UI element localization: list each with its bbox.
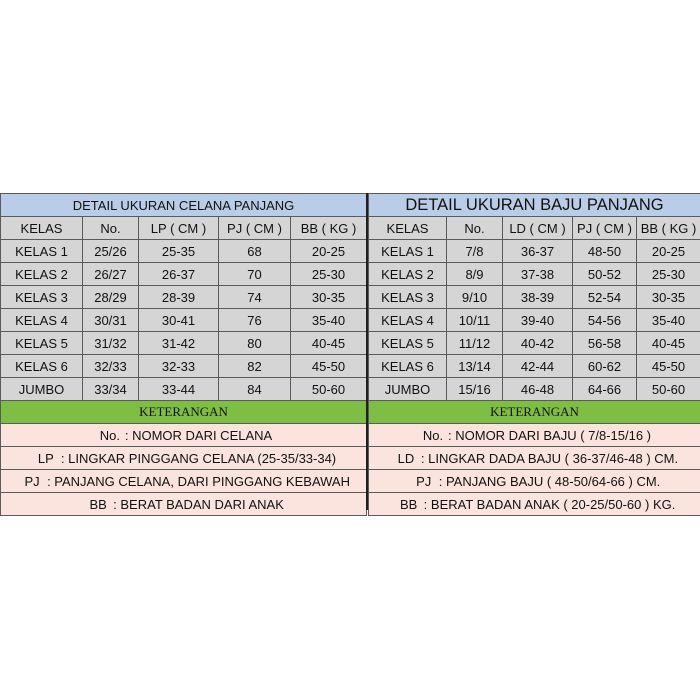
- pants-size-panel: [0, 193, 366, 510]
- table-cell: 31/32: [83, 332, 139, 355]
- note-key: LD: [397, 450, 415, 466]
- column-header: KELAS: [369, 217, 447, 240]
- table-cell: 7/8: [447, 240, 503, 263]
- keterangan-row: [369, 401, 700, 424]
- table-cell: 39-40: [503, 309, 573, 332]
- table-cell: 54-56: [573, 309, 637, 332]
- table-cell: 25-35: [139, 240, 219, 263]
- note-text: : BERAT BADAN ANAK ( 20-25/50-60 ) KG.: [423, 496, 676, 512]
- note-row: [1, 424, 367, 447]
- table-cell: KELAS 4: [1, 309, 83, 332]
- table-title: DETAIL UKURAN BAJU PANJANG: [369, 194, 700, 217]
- table-cell: 8/9: [447, 263, 503, 286]
- table-cell: 35-40: [637, 309, 700, 332]
- table-cell: 50-60: [637, 378, 700, 401]
- table-cell: 30-35: [637, 286, 700, 309]
- table-cell: 33-44: [139, 378, 219, 401]
- note-row: [369, 470, 700, 493]
- column-header: PJ ( CM ): [219, 217, 291, 240]
- note-cell: [1, 424, 367, 447]
- table-cell: KELAS 4: [369, 309, 447, 332]
- table-cell: 80: [219, 332, 291, 355]
- column-header: KELAS: [1, 217, 83, 240]
- column-header: LD ( CM ): [503, 217, 573, 240]
- note-cell: [1, 470, 367, 493]
- column-header: BB ( KG ): [291, 217, 367, 240]
- table-cell: 9/10: [447, 286, 503, 309]
- table-cell: KELAS 6: [1, 355, 83, 378]
- table-title-row: [1, 194, 367, 217]
- table-cell: 56-58: [573, 332, 637, 355]
- table-cell: 15/16: [447, 378, 503, 401]
- table-cell: 30/31: [83, 309, 139, 332]
- table-cell: 26-37: [139, 263, 219, 286]
- table-row: [1, 332, 367, 355]
- column-header: BB ( KG ): [637, 217, 700, 240]
- table-row: [369, 355, 700, 378]
- table-cell: 46-48: [503, 378, 573, 401]
- note-cell: [369, 470, 700, 493]
- table-cell: 33/34: [83, 378, 139, 401]
- table-cell: 13/14: [447, 355, 503, 378]
- table-cell: 84: [219, 378, 291, 401]
- table-cell: 26/27: [83, 263, 139, 286]
- note-row: [369, 424, 700, 447]
- table-row: [369, 286, 700, 309]
- table-cell: KELAS 1: [369, 240, 447, 263]
- table-row: [369, 263, 700, 286]
- table-cell: 25-30: [637, 263, 700, 286]
- table-cell: 10/11: [447, 309, 503, 332]
- table-cell: KELAS 3: [1, 286, 83, 309]
- table-title: DETAIL UKURAN CELANA PANJANG: [1, 194, 367, 217]
- note-cell: [369, 424, 700, 447]
- table-cell: 31-42: [139, 332, 219, 355]
- shirt-size-table: [368, 193, 700, 516]
- table-cell: 36-37: [503, 240, 573, 263]
- note-key: No.: [99, 427, 120, 443]
- column-header: PJ ( CM ): [573, 217, 637, 240]
- table-cell: 40-45: [291, 332, 367, 355]
- table-cell: 52-54: [573, 286, 637, 309]
- table-cell: KELAS 5: [369, 332, 447, 355]
- table-cell: JUMBO: [1, 378, 83, 401]
- column-header: LP ( CM ): [139, 217, 219, 240]
- table-title-row: [369, 194, 700, 217]
- table-cell: 82: [219, 355, 291, 378]
- table-cell: 38-39: [503, 286, 573, 309]
- table-cell: 70: [219, 263, 291, 286]
- note-cell: [369, 493, 700, 516]
- note-text: : LINGKAR DADA BAJU ( 36-37/46-48 ) CM.: [420, 450, 679, 466]
- table-row: [369, 240, 700, 263]
- table-cell: 50-52: [573, 263, 637, 286]
- table-row: [1, 355, 367, 378]
- note-row: [369, 493, 700, 516]
- table-cell: 64-66: [573, 378, 637, 401]
- table-cell: 28-39: [139, 286, 219, 309]
- table-header-row: [369, 217, 700, 240]
- table-cell: KELAS 2: [1, 263, 83, 286]
- table-row: [1, 240, 367, 263]
- note-row: [369, 447, 700, 470]
- table-cell: 32/33: [83, 355, 139, 378]
- table-cell: 32-33: [139, 355, 219, 378]
- table-cell: 50-60: [291, 378, 367, 401]
- table-cell: KELAS 6: [369, 355, 447, 378]
- note-cell: [1, 493, 367, 516]
- note-cell: [369, 447, 700, 470]
- note-row: [1, 470, 367, 493]
- note-text: : NOMOR DARI BAJU ( 7/8-15/16 ): [448, 427, 652, 443]
- table-header-row: [1, 217, 367, 240]
- table-cell: 30-41: [139, 309, 219, 332]
- shirt-size-panel: [368, 193, 700, 510]
- table-cell: 42-44: [503, 355, 573, 378]
- table-cell: KELAS 1: [1, 240, 83, 263]
- note-text: : NOMOR DARI CELANA: [124, 427, 273, 443]
- table-cell: KELAS 2: [369, 263, 447, 286]
- note-text: : PANJANG CELANA, DARI PINGGANG KEBAWAH: [47, 473, 350, 489]
- table-cell: 25-30: [291, 263, 367, 286]
- table-cell: 11/12: [447, 332, 503, 355]
- table-cell: 45-50: [291, 355, 367, 378]
- keterangan-row: [1, 401, 367, 424]
- note-key: PJ: [416, 473, 432, 489]
- note-text: : LINGKAR PINGGANG CELANA (25-35/33-34): [60, 450, 337, 466]
- note-key: PJ: [24, 473, 40, 489]
- table-cell: 35-40: [291, 309, 367, 332]
- table-cell: 20-25: [291, 240, 367, 263]
- keterangan-heading: KETERANGAN: [1, 401, 367, 424]
- note-key: BB: [400, 496, 418, 512]
- table-cell: 30-35: [291, 286, 367, 309]
- table-cell: 48-50: [573, 240, 637, 263]
- table-cell: 40-42: [503, 332, 573, 355]
- table-cell: 60-62: [573, 355, 637, 378]
- table-row: [369, 332, 700, 355]
- column-header: No.: [83, 217, 139, 240]
- pants-size-table: [0, 193, 367, 516]
- table-row: [1, 309, 367, 332]
- table-cell: JUMBO: [369, 378, 447, 401]
- note-row: [1, 493, 367, 516]
- table-cell: 40-45: [637, 332, 700, 355]
- table-row: [1, 378, 367, 401]
- table-cell: 68: [219, 240, 291, 263]
- table-cell: KELAS 5: [1, 332, 83, 355]
- column-header: No.: [447, 217, 503, 240]
- note-row: [1, 447, 367, 470]
- table-cell: 45-50: [637, 355, 700, 378]
- table-cell: KELAS 3: [369, 286, 447, 309]
- table-cell: 76: [219, 309, 291, 332]
- table-cell: 37-38: [503, 263, 573, 286]
- table-row: [369, 378, 700, 401]
- table-row: [1, 286, 367, 309]
- table-cell: 74: [219, 286, 291, 309]
- note-key: BB: [89, 496, 107, 512]
- keterangan-heading: KETERANGAN: [369, 401, 700, 424]
- table-cell: 25/26: [83, 240, 139, 263]
- note-key: LP: [37, 450, 54, 466]
- note-text: : PANJANG BAJU ( 48-50/64-66 ) CM.: [438, 473, 661, 489]
- table-row: [369, 309, 700, 332]
- note-text: : BERAT BADAN DARI ANAK: [113, 496, 284, 512]
- table-cell: 28/29: [83, 286, 139, 309]
- note-cell: [1, 447, 367, 470]
- note-key: No.: [422, 427, 444, 443]
- table-row: [1, 263, 367, 286]
- table-cell: 20-25: [637, 240, 700, 263]
